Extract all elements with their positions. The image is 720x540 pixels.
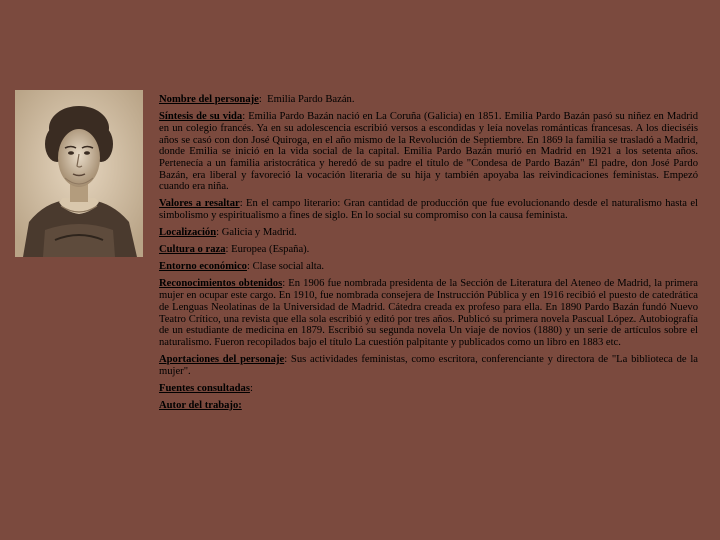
section-paragraph [159,261,698,273]
portrait-image [15,90,143,257]
section-paragraph [159,227,698,239]
section-paragraph [159,244,698,256]
section-separator: : [239,198,247,210]
section-paragraph [159,94,698,106]
section-text: Europea (España). [231,244,310,256]
section-paragraph [159,111,698,193]
section-label: Valores a resaltar [159,198,240,210]
section-label: Nombre del personaje [159,94,259,105]
section-label: Localización [159,227,217,239]
section-text: Emilia Pardo Bazán. [267,94,355,105]
section-separator: : [249,382,253,394]
section-label: Entorno económico [159,261,247,273]
section-separator: : [258,94,268,105]
section-text: En 1906 fue nombrada presidenta de la Sección de Literatura del Ateneo de Madrid, la primera mujer en ocupar este cargo. En 1910, fue nombrada consejera de Instrucción Pública y en 1916 recibió el puesto de catedrática de Lenguas Neolatinas de la Universidad de Madrid. Cátedra creada ex profeso para ella. En 1890 Pardo Bazán fundó Nuevo Teatro Crítico, una revista que ella sola escribió y editó por tres años. Publicó su primera novela Pascual López. Autobiografía de un estudiante de medicina en 1879. Escribió su segunda novela Un viaje de novios (1880) y un serie de artículos sobre el naturalismo. Fueron recopilados bajo el título La cuestión palpitante y publicados como un libro en 1883 etc. [159,278,698,348]
section-label: Fuentes consultadas [159,382,250,394]
section-label: Síntesis de su vida [159,111,243,123]
section-text: En el campo literario: Gran cantidad de producción que fue evolucionando desde el naturalismo hasta el simbolismo y espiritualismo a fines de siglo. En lo social su compromiso con la causa feminista. [159,198,698,222]
section-paragraph [159,198,698,221]
section-label: Aportaciones del personaje [159,354,285,366]
section-label: Reconocimientos obtenidos [159,278,283,290]
biography-panel [159,94,698,514]
section-paragraph [159,278,698,348]
section-label: Autor del trabajo: [159,399,242,411]
section-separator: : [216,227,222,239]
section-separator: : [282,278,289,290]
section-text: Galicia y Madrid. [221,227,297,239]
section-text: Clase social alta. [252,261,325,273]
section-text: Emilia Pardo Bazán nació en La Coruña (Galicia) en 1851. Emilia Pardo Bazán pasó su niñez en Madrid en un colegio francés. Ya en su adolescencia escribió versos a escondidas y leía novelas románticas francesas. A los dieciséis años se casó con don José Quiroga, en el año mismo de la Revolución de Septiembre. En 1869 la familia se trasladó a Madrid, donde Emilia se inició en la vida social de la capital. Emilia Pardo Bazán murió en Madrid en 1921 a los setenta años. Pertenecía a un familia aristocrática y heredó de su padre el título de "Condesa de Pardo Bazán" El padre, don José Pardo Bazán, era liberal y favoreció la vocación literaria de su hija y también apoyaba las reivindicaciones feministas. Empezó cuando era niña. [159,111,699,193]
section-paragraph [159,383,698,395]
section-separator: : [284,354,291,366]
section-separator: : [225,244,232,256]
section-label: Cultura o raza [159,244,226,256]
section-paragraph [159,354,698,377]
section-separator: : [246,261,253,273]
section-paragraph [159,400,698,412]
section-separator: : [242,111,249,123]
section-text: Sus actividades feministas, como escritora, conferenciante y directora de "La biblioteca de la mujer". [159,354,699,377]
